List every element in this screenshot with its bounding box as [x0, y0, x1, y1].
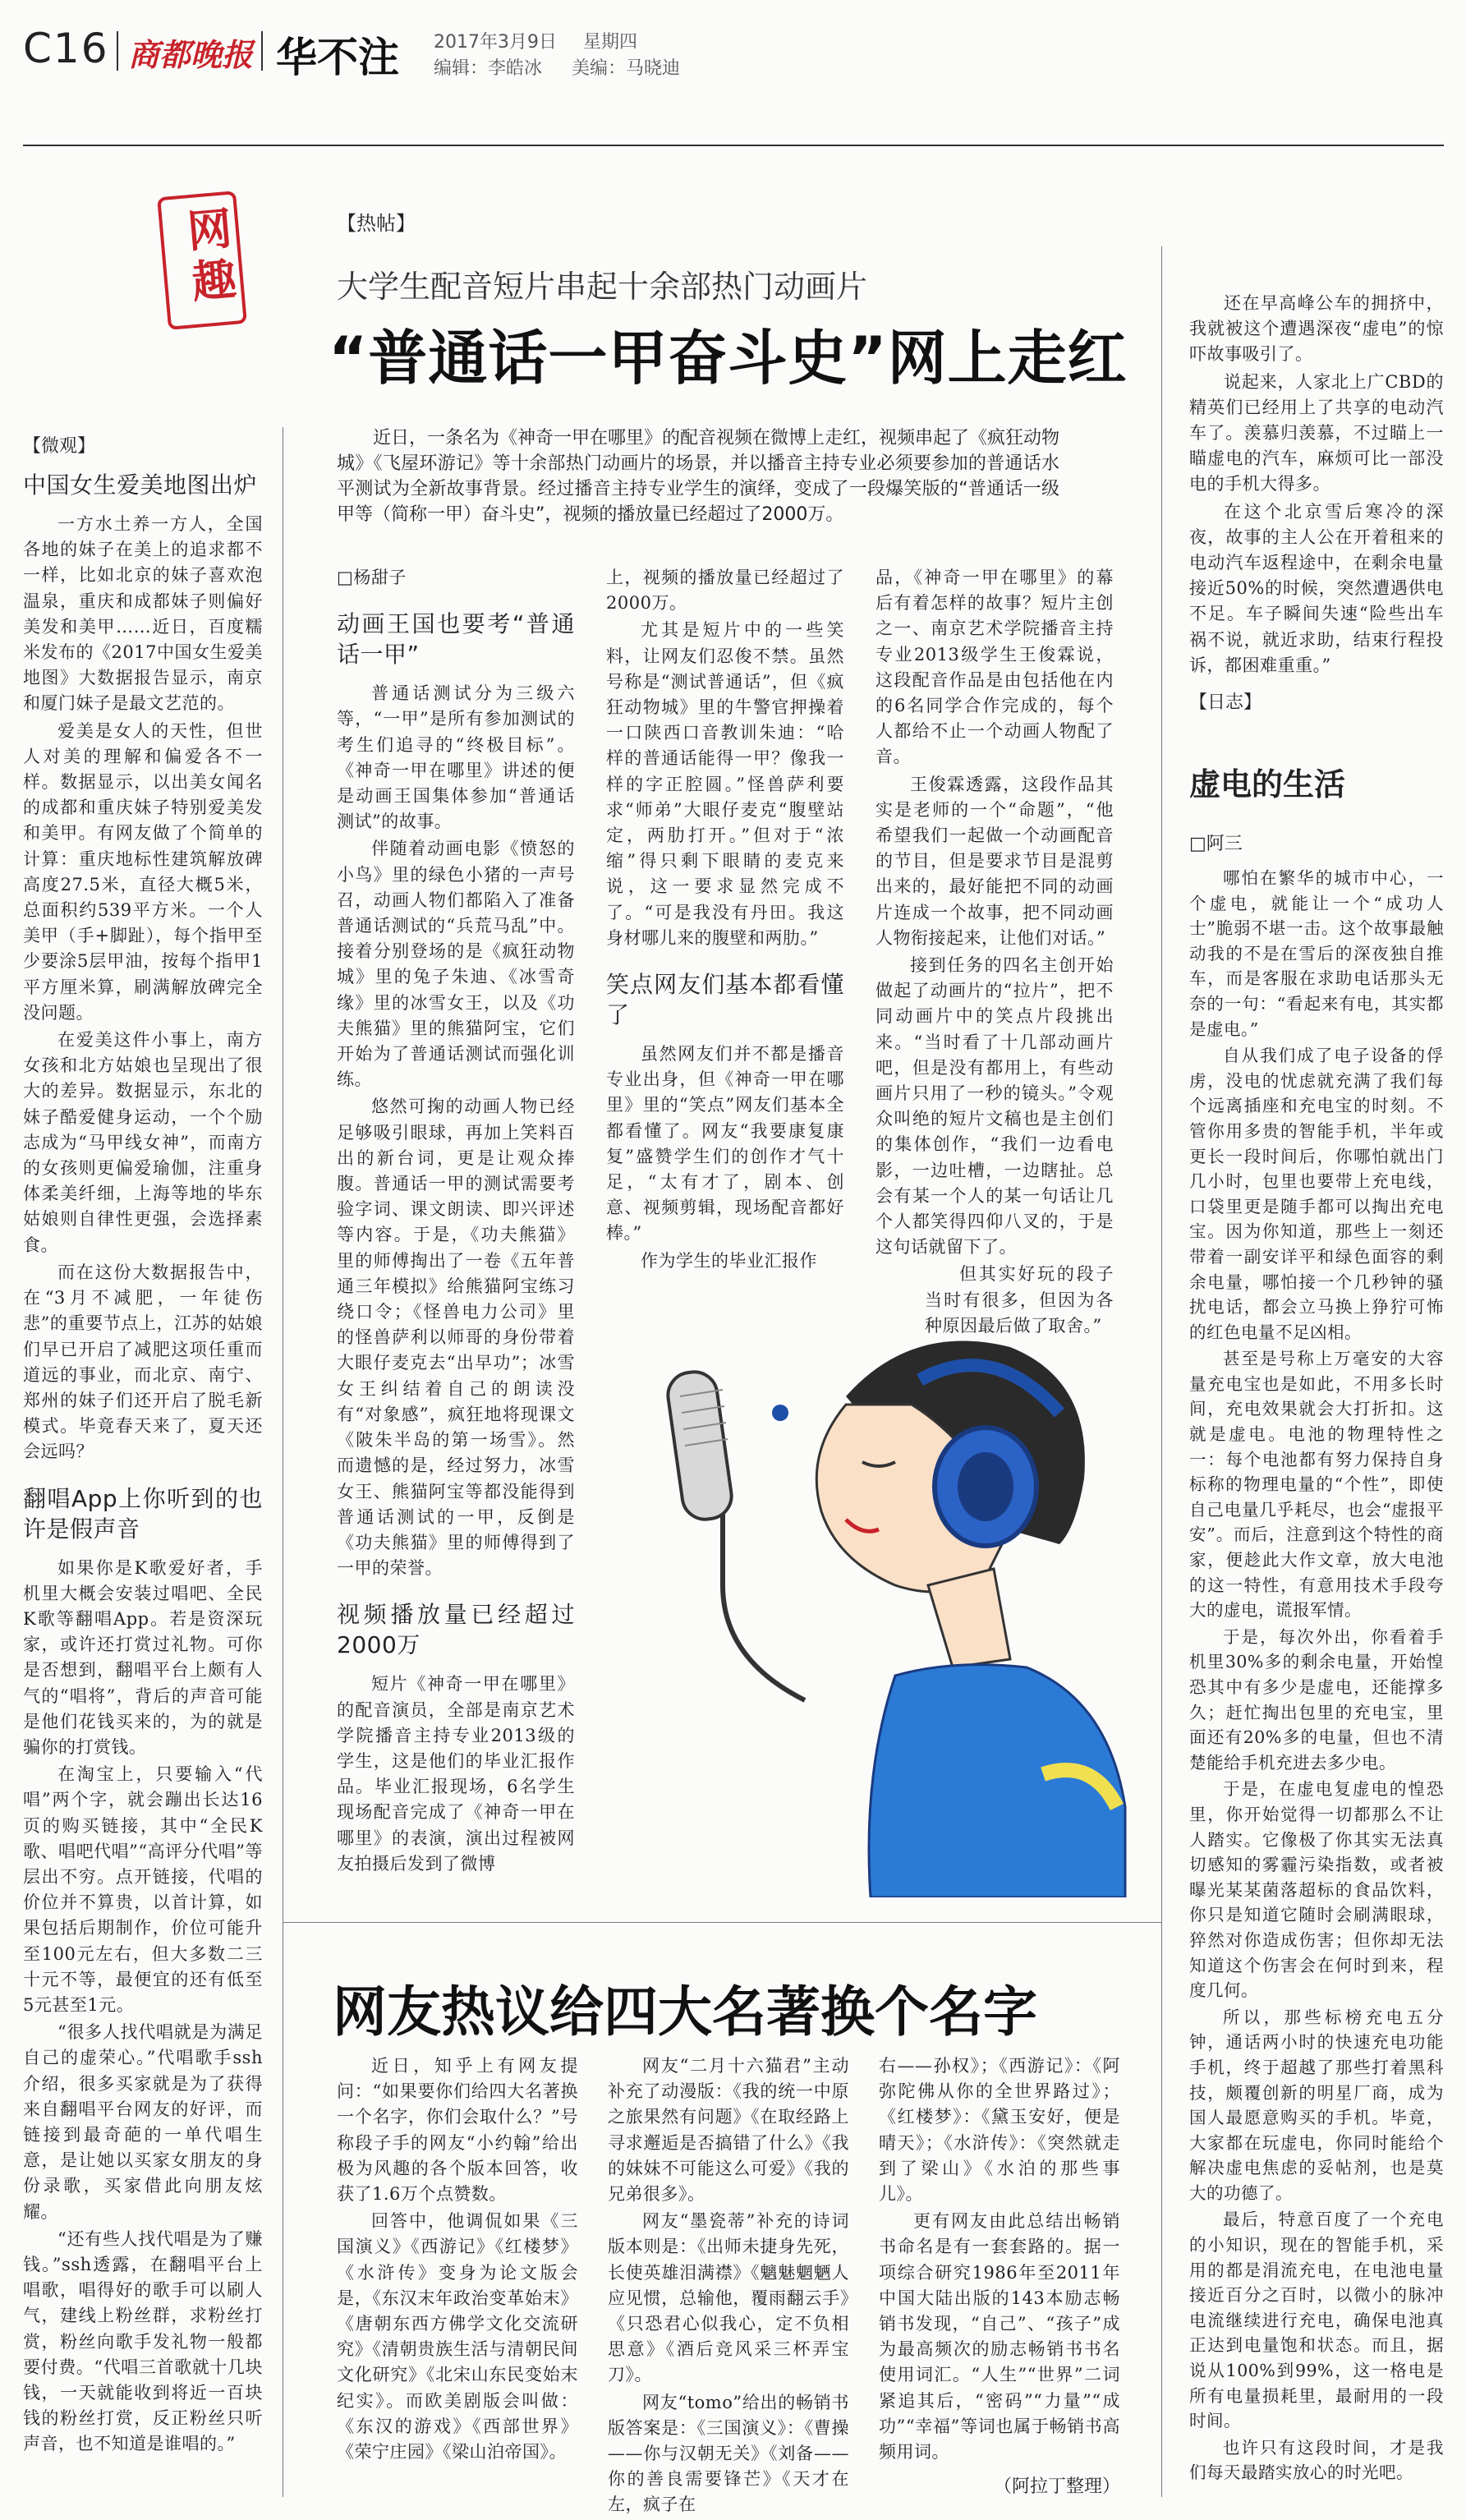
paragraph: 在淘宝上，只要输入“代唱”两个字，就会蹦出长达16页的购买链接，其中“全民K歌、唱吧代唱”“高评分代唱”等层出不穷。点开链接，代唱的价位并不算贵，以首计算，如果包括后期制作，价位可能升至100元左右，但大多数二三十元不等，最便宜的还有低至5元甚至1元。: [23, 1764, 263, 2015]
lower-column-1: [337, 2053, 578, 2467]
right-column: [1189, 866, 1444, 2487]
neck: [928, 1569, 1010, 1667]
paragraph: 回答中，他调侃如果《三国演义》《西游记》《红楼梦》《水浒传》变身为论文版会是，《东汉末年政治变革始末》《唐朝东西方佛学文化交流研究》《清朝贵族生活与清朝民间文化研究》《北宋山东民变始末纪实》。而欧美剧版会叫做：《东汉的游戏》《西部世界》《荣宁庄园》《梁山泊帝国》。: [337, 2211, 578, 2463]
header-divider-2: [261, 31, 263, 71]
paragraph: 王俊霖透露，这段作品其实是老师的一个“命题”，“他希望我们一起做一个动画配音的节目，但是要求节目是混剪出来的，最好能把不同的动画片连成一个故事，把不同动画人物衔接起来，让他们对话。”: [875, 774, 1114, 948]
paragraph: 如果你是K歌爱好者，手机里大概会安装过唱吧、全民K歌等翻唱App。若是资深玩家，或许还打赏过礼物。可你是否想到，翻唱平台上颇有人气的“唱将”，背后的声音可能是他们花钱买来的，为的就是骗你的打赏钱。: [23, 1557, 263, 1757]
paragraph: 网友“二月十六猫君”主动补充了动漫版：《我的统一中原之旅果然有问题》《在取经路上寻求邂逅是否搞错了什么》《我的妹妹不可能这么可爱》《我的兄弟很多》。: [608, 2056, 849, 2205]
paragraph: 作为学生的毕业汇报作: [641, 1250, 817, 1271]
singer-illustration: [600, 1314, 1142, 1897]
diary-byline: □阿三: [1189, 834, 1243, 854]
article-title: 中国女生爱美地图出炉: [23, 471, 258, 499]
paragraph: 最后，特意百度了一个充电的小知识，现在的智能手机，采用的都是涓流充电，在电池电量接近百分之百时，以微小的脉冲电流继续进行充电，确保电池真正达到电量饱和状态。而且，据说从100%到99%，这一格电是所有电量损耗里，最耐用的一段时间。: [1189, 2210, 1444, 2431]
paragraph: 虽然网友们并不都是播音专业出身，但《神奇一甲在哪里》里的“笑点”网友们基本全都看懂了。网友“我要康复康复”盛赞学生们的创作才气十足，“太有才了，剧本、创意、视频剪辑，现场配音都好棒。”: [606, 1044, 844, 1244]
section-label-rizhi: 【日志】: [1189, 692, 1262, 713]
paragraph: 右——孙权》；《西游记》：《阿弥陀佛从你的全世界路过》；《红楼梦》：《黛玉安好，便是晴天》；《水浒传》：《突然就走到了梁山》《水泊的那些事儿》。: [879, 2056, 1120, 2205]
paragraph: 网友“墨瓷蒂”补充的诗词版本则是：《出师未捷身先死，长使英雄泪满襟》《魑魅魍魉人应见惯，总输他，覆雨翻云手》《只恐君心似我心，定不负相思意》《酒后竞风采三杯弄宝刀》。: [608, 2211, 849, 2385]
lower-headline: 网友热议给四大名著换个名字: [333, 1980, 1037, 2044]
paragraph: 上，视频的播放量已经超过了2000万。: [606, 568, 844, 614]
paragraph: 接到任务的四名主创开始做起了动画片的“拉片”，把不同动画片中的笑点片段挑出来。“当时看了十几部动画片吧，但是没有都用上，有些动画片只用了一秒的镜头。”令观众叫绝的短片文稿也是主创们的集体创作，“我们一边看电影，一边吐槽，一边瞎扯。总会有某一个人的某一句话让几个人都笑得四仰八叉的，于是这句话就留下了。: [875, 955, 1114, 1258]
paragraph: 爱美是女人的天性，但世人对美的理解和偏爱各不一样。数据显示，以出美女闻名的成都和重庆妹子特别爱美发和美甲。有网友做了个简单的计算：重庆地标性建筑解放碑高度27.5米，直径大概5米，总面积约539平方米。一个人美甲（手+脚趾），每个指甲至少要涂5层甲油，按每个指甲1平方厘米算，刷满解放碑完全没问题。: [23, 720, 263, 1023]
mic-stand: [723, 1511, 805, 1700]
lower-column-2: [608, 2053, 849, 2520]
tag-label: 【热帖】: [337, 212, 416, 235]
subheading: 笑点网友们基本都看懂了: [606, 971, 844, 1029]
section-divider: [283, 1922, 1161, 1923]
paragraph: 一方水土养一方人，全国各地的妹子在美上的追求都不一样，比如北京的妹子喜欢泡温泉，重庆和成都妹子则偏好美发和美甲……近日，百度糯米发布的《2017中国女生爱美地图》大数据报告显示，南京和厦门妹子是最文艺范的。: [23, 514, 263, 714]
lead-paragraph: 近日，一条名为《神奇一甲在哪里》的配音视频在微博上走红，视频串起了《疯狂动物城》《飞屋环游记》等十余部热门动画片的场景，并以播音主持专业必须要参加的普通话水平测试为全新故事背景。经过播音主持专业学生的演绎，变成了一段爆笑版的“普通话一级甲等（简称一甲）奋斗史”，视频的播放量已经超过了2000万。: [337, 428, 1060, 525]
headline: “普通话一甲奋斗史”网上走红: [329, 324, 1128, 393]
column-name: 华不注: [276, 34, 399, 81]
paragraph: 说起来，人家北上广CBD的精英们已经用上了共享的电动汽车了。羡慕归羡慕，不过瞄上一瞄虚电的汽车，麻烦可比一部没电的手机大得多。: [1189, 371, 1444, 494]
kicker: 大学生配音短片串起十余部热门动画片: [337, 269, 868, 305]
paragraph: 短片《神奇一甲在哪里》的配音演员，全部是南京艺术学院播音主持专业2013级的学生，这是他们的毕业汇报作品。毕业汇报现场，6名学生现场配音完成了《神奇一甲在哪里》的表演，演出过程被网友拍摄后发到了微博: [337, 1674, 575, 1874]
paragraph: 甚至是号称上万毫安的大容量充电宝也是如此，不用多长时间，充电效果就会大打折扣。这就是虚电。电池的物理特性之一：每个电池都有努力保持自身标称的物理电量的“个性”，即使自己电量几乎耗尽，也会“虚报平安”。而后，注意到这个特性的商家，便趁此大作文章，放大电池的这一特性，有意用技术手段夸大的虚电，谎报军情。: [1189, 1349, 1444, 1621]
paragraph: 品，《神奇一甲在哪里》的幕后有着怎样的故事？短片主创之一、南京艺术学院播音主持专业2013级学生王俊霖说，这段配音作品是由包括他在内的6名同学合作完成的，每个人都给不止一个动画人物配了音。: [875, 568, 1114, 767]
microphone: [665, 1369, 734, 1523]
left-column: [23, 470, 263, 2459]
header-rule: [23, 145, 1444, 146]
paragraph: 在这个北京雪后寒冷的深夜，故事的主人公在开着租来的电动汽车返程途中，在剩余电量接近50%的时候，突然遭遇供电不足。车子瞬间失速“险些出车祸不说，就近求助，结束行程投诉，都困难重重。”: [1189, 501, 1444, 675]
paragraph: 所以，那些标榜充电五分钟，通话两小时的快速充电功能手机，终于超越了那些打着黑科技，颇覆创新的明星厂商，成为国人最愿意购买的手机。毕竟，大家都在玩虚电，你同时能给个解决虚电焦虑的妥帖剂，也是莫大的功德了。: [1189, 2007, 1444, 2203]
diary-title: 虚电的生活: [1189, 766, 1346, 802]
paper-logo: 商都晚报: [128, 36, 254, 73]
section-label-weiguan: 【微观】: [23, 436, 96, 457]
header-divider: [117, 31, 118, 71]
page-number: C16: [23, 25, 109, 72]
lower-column-3: [879, 2053, 1120, 2467]
paragraph: 而在这份大数据报告中，在“3月不减肥，一年徒伤悲”的重要节点上，江苏的姑娘们早已开启了减肥这项任重而道远的事业，而北京、南宁、郑州的妹子们还开启了脱毛新模式。毕竟春天来了，夏天还会远吗？: [23, 1262, 263, 1462]
paragraph: 还在早高峰公车的拥挤中，我就被这个遭遇深夜“虚电”的惊吓故事吸引了。: [1189, 293, 1444, 365]
designer: 美编：马晓迪: [572, 58, 681, 79]
paragraph: 网友“tomo”给出的畅销书版答案是：《三国演义》：《曹操——你与汉朝无关》《刘备——你的善良需要锋芒》《天才在左，疯子在: [608, 2392, 849, 2515]
right-top-column: [1189, 291, 1444, 680]
issue-date: [434, 28, 637, 53]
paragraph: 悠然可掬的动画人物已经足够吸引眼球，再加上笑料百出的新台词，更是让观众捧腹。普通话一甲的测试需要考验字词、课文朗读、即兴评述等内容。于是，《功夫熊猫》里的师傅掏出了一卷《五年普通三年模拟》给熊猫阿宝练习绕口令；《怪兽电力公司》里的怪兽萨利以师哥的身份带着大眼仔麦克去“出早功”；冰雪女王纠结着自己的朗读没有“对象感”，疯狂地将现课文《陂朱半岛的第一场雪》。然而遗憾的是，经过努力，冰雪女王、熊猫阿宝等都没能得到普通话测试的一甲，反倒是《功夫熊猫》里的师傅得到了一甲的荣誉。: [337, 1097, 575, 1579]
paragraph: 普通话测试分为三级六等，“一甲”是所有参加测试的考生们追寻的“终极目标”。《神奇一甲在哪里》讲述的便是动画王国集体参加“普通话测试”的故事。: [337, 683, 575, 832]
stamp-text: 网趣: [178, 204, 239, 310]
editor-credits: [434, 54, 680, 80]
paragraph: “还有些人找代唱是为了赚钱。”ssh透露，在翻唱平台上唱歌，唱得好的歌手可以刷人气，建线上粉丝群，求粉丝打赏，粉丝向歌手发礼物一般都要付费。“代唱三首歌就十几块钱，一天就能收到将近一百块钱的粉丝打赏，反正粉丝只听声音，也不知道是谁唱的。”: [23, 2228, 263, 2454]
article-title: 翻唱App上你听到的也许是假声音: [23, 1484, 263, 1543]
paragraph: 哪怕在繁华的城市中心，一个虚电，就能让一个“成功人士”脆弱不堪一击。这个故事最触动我的不是在雪后的深夜独自推车，而是客服在求助电话那头无奈的一句：“看起来有电，其实都是虚电。”: [1189, 868, 1444, 1039]
paragraph: 于是，在虚电复虚电的惶恐里，你开始觉得一切都那么不让人踏实。它像极了你其实无法真切感知的雾霾污染指数，或者被曝光某某菌落超标的食品饮料，你只是知道它随时会刷满眼球，猝然对你造成伤害；但你却无法知道这个伤害会在何时到来，程度几何。: [1189, 1779, 1444, 2001]
paragraph: 近日，知乎上有网友提问：“如果要你们给四大名著换一个名字，你们会取什么？”号称段子手的网友“小约翰”给出极为风趣的各个版本回答，收获了1.6万个点赞数。: [337, 2056, 578, 2205]
date: 2017年3月9日: [434, 32, 557, 53]
editor: 编辑：李皓冰: [434, 58, 543, 79]
stamp-logo: [157, 191, 247, 330]
paragraph: 在爱美这件小事上，南方女孩和北方姑娘也呈现出了很大的差异。数据显示，东北的妹子酷爱健身运动，一个个励志成为“马甲线女神”，而南方的女孩则更偏爱瑜伽，注重身体柔美纤细，上海等地的毕东姑娘则自律性更强，会选择素食。: [23, 1030, 263, 1255]
paragraph: 也许只有这段时间，才是我们每天最踏实放心的时光吧。: [1189, 2437, 1444, 2483]
paragraph: 伴随着动画电影《愤怒的小鸟》里的绿色小猪的一声号召，动画人物们都陷入了准备普通话测试的“兵荒马乱”中。接着分别登场的是《疯狂动物城》里的兔子朱迪、《冰雪奇缘》里的冰雪女王，以及《功夫熊猫》里的熊猫阿宝，它们开始为了普通话测试而强化训练。: [337, 839, 575, 1090]
main-column-2: [606, 565, 844, 1276]
subheading: 视频播放量已经超过2000万: [337, 1601, 575, 1659]
main-column-3: [875, 565, 1114, 1340]
paragraph: 尤其是短片中的一些笑料，让网友们忍俊不禁。虽然号称是“测试普通话”，但《疯狂动物城》里的牛警官押操着一口陕西口音教训朱迪：“哈样的普通话能得一甲？像我一样的字正腔圆。”怪兽萨利要求“师弟”大眼仔麦克“腹壁站定，两肋打开。”但对于“浓缩”得只剩下眼睛的麦克来说，这一要求显然完成不了。“可是我没有丹田。我这身材哪儿来的腹壁和两肋。”: [606, 620, 844, 948]
paragraph: “很多人找代唱就是为满足自己的虚荣心。”代唱歌手ssh介绍，很多买家就是为了获得来自翻唱平台网友的好评，而链接到最奇葩的一单代唱生意，是让她以买家女朋友的身份录歌，买家借此向朋友炫耀。: [23, 2022, 263, 2222]
paragraph: 自从我们成了电子设备的俘虏，没电的忧虑就充满了我们每个远离插座和充电宝的时刻。不管你用多贵的智能手机，半年或更长一段时间后，你哪怕就出门几小时，包里也要带上充电线，口袋里更是随手都可以掏出充电宝。因为你知道，那些上一刻还带着一副安详平和绿色面容的剩余电量，哪怕接一个几秒钟的骚扰电话，都会立马换上狰狞可怖的红色电量不足凶相。: [1189, 1046, 1444, 1342]
paragraph: 更有网友由此总结出畅销书命名是有一套套路的。据一项综合研究1986年至2011年中国大陆出版的143本励志畅销书发现，“自己”、“孩子”成为最高频次的励志畅销书书名使用词汇。“人生”“世界”二词紧追其后，“密码”“力量”“成功”“幸福”等词也属于畅销书高频用词。: [879, 2211, 1120, 2463]
byline: □杨甜子: [337, 568, 407, 587]
paragraph: 但其实好玩的段子当时有很多，但因为各种原因最后做了取舍。”: [925, 1264, 1114, 1336]
main-column-1: [337, 565, 575, 1879]
music-note: [772, 1405, 788, 1421]
subheading: 动画王国也要考“普通话一甲”: [337, 610, 575, 669]
credit: （阿拉丁整理）: [994, 2476, 1121, 2497]
paragraph: 于是，每次外出，你看着手机里30%多的剩余电量，开始惶恐其中有多少是虚电，还能撑多久；赶忙掏出包里的充电宝，里面还有20%多的电量，但也不清楚能给手机充进去多少电。: [1189, 1626, 1444, 1773]
weekday: 星期四: [582, 32, 637, 53]
column-divider-right: [1161, 246, 1162, 2497]
